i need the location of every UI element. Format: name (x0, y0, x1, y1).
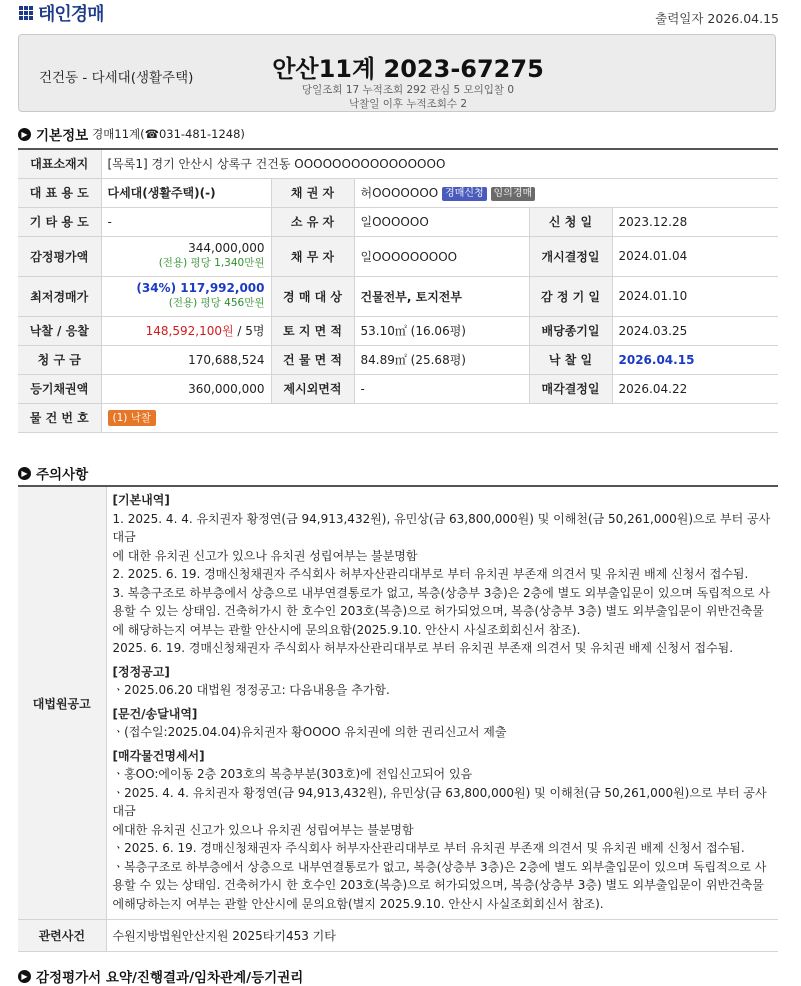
summary-heading (18, 966, 303, 986)
bidder-count: / 5명 (233, 324, 265, 338)
min-price-per-pyeong: (전용) 평당 456만원 (168, 297, 265, 309)
table-row (18, 920, 778, 952)
land-area-value: 53.10㎡ (16.06평) (354, 316, 529, 345)
registered-claim-label: 등기채권액 (18, 374, 101, 403)
start-decision-value: 2024.01.04 (612, 236, 778, 276)
table-row (18, 345, 778, 374)
claim-label: 청 구 금 (18, 345, 101, 374)
apply-date-label: 신 청 일 (529, 207, 612, 236)
dividend-deadline-value: 2024.03.25 (612, 316, 778, 345)
table-row (18, 276, 778, 316)
notice-section-heading: [매각물건명세서] (112, 748, 205, 763)
start-decision-label: 개시결정일 (529, 236, 612, 276)
case-header (18, 34, 776, 112)
bid-cell (101, 316, 271, 345)
sale-decision-value: 2026.04.22 (612, 374, 778, 403)
basic-info-heading (18, 124, 245, 144)
winning-bid-value: 148,592,100원 (145, 324, 234, 338)
notice-line: 용할 수 있는 상태임. 건축허가시 한 호수인 203호(복층)으로 허가되었으며, 복층(상층부 3층) 별도 외부출입문이 위반건축물 (112, 878, 764, 892)
creditor-value: 허OOOOOOO (360, 186, 439, 200)
address-value: [목록1] 경기 안산시 상록구 건건동 OOOOOOOOOOOOOOOO (101, 149, 778, 178)
bid-label: 낙찰 / 응찰 (18, 316, 101, 345)
auction-request-badge: 경매신청 (442, 187, 487, 201)
top-bar (0, 0, 801, 30)
table-row (18, 149, 778, 178)
site-logo[interactable] (19, 2, 104, 24)
excluded-area-label: 제시외면적 (271, 374, 354, 403)
logo-text: 태인경매 (38, 4, 104, 25)
notice-line: 용할 수 있는 상태임. 건축허가시 한 호수인 203호(복층)으로 허가되었으며, 복층(상층부 3층) 별도 외부출입문이 위반건축물 (112, 604, 764, 618)
logo-grid-icon (19, 6, 33, 20)
item-number-label: 물 건 번 호 (18, 403, 101, 432)
notice-line: 1. 2025. 4. 4. 유치권자 황정연(금 94,913,432원), 유민상(금 63,800,000원) 및 이해천(금 50,261,000원)으로 부터 공사대금 (112, 511, 771, 544)
notice-table (18, 485, 778, 952)
notice-title: 주의사항 (36, 467, 89, 483)
notice-line: ㆍ2025. 6. 19. 경매신청채권자 주식회사 허부자산관리대부로 부터 유치권 부존재 의견서 및 유치권 배제 신청서 접수됨. (112, 841, 745, 855)
use-value: 다세대(생활주택)(-) (101, 178, 271, 207)
table-row (18, 178, 778, 207)
case-number: 안산11계 2023-67275 (272, 55, 544, 83)
min-price-cell (101, 276, 271, 316)
table-row (18, 403, 778, 432)
building-area-value: 84.89㎡ (25.68평) (354, 345, 529, 374)
excluded-area-value: - (354, 374, 529, 403)
registered-claim-value: 360,000,000 (101, 374, 271, 403)
owner-value: 일OOOOOO (354, 207, 529, 236)
building-area-label: 건 물 면 적 (271, 345, 354, 374)
appraisal-label: 감정평가액 (18, 236, 101, 276)
sold-date-label: 낙 찰 일 (529, 345, 612, 374)
table-row (18, 207, 778, 236)
creditor-cell (354, 178, 778, 207)
debtor-value: 일OOOOOOOOO (354, 236, 529, 276)
debtor-label: 채 무 자 (271, 236, 354, 276)
notice-heading (18, 463, 88, 483)
owner-label: 소 유 자 (271, 207, 354, 236)
notice-line: ㆍ복층구조로 하부층에서 상층으로 내부연결통로가 없고, 복층(상층부 3층)은 2층에 별도 외부출입문이 있으며 독립적으로 사 (112, 859, 767, 874)
court-contact: 경매11계(☎031-481-1248) (92, 127, 245, 141)
notice-line: 에해당하는지 여부는 관할 안산시에 문의요함(별지 2025.9.10. 안산시 사실조회회신서 참조). (112, 896, 604, 911)
other-use-value: - (101, 207, 271, 236)
table-row (18, 316, 778, 345)
sold-date-value: 2026.04.15 (612, 345, 778, 374)
appraisal-cell (101, 236, 271, 276)
notice-line: 2025. 6. 19. 경매신청채권자 주식회사 허부자산관리대부로 부터 유치권 부존재 의견서 및 유치권 배제 신청서 접수됨. (112, 641, 734, 655)
notice-line: 에 대한 유치권 신고가 있으나 유치권 성립여부는 불분명함 (112, 548, 418, 563)
notice-sections (113, 487, 773, 919)
view-stats: 당일조회 17 누적조회 292 관심 5 모의입찰 0 (301, 84, 515, 96)
notice-section-heading: [기본내역] (112, 493, 170, 507)
table-row (18, 374, 778, 403)
min-price-label: 최저경매가 (18, 276, 101, 316)
appraisal-value: 344,000,000 (188, 241, 265, 255)
chevron-right-circle-icon: ▶ (18, 467, 31, 480)
item-status-badge[interactable]: (1) 낙찰 (108, 410, 157, 426)
related-case-label: 관련사건 (18, 920, 106, 952)
basic-info-title: 기본정보 (36, 128, 89, 144)
other-use-label: 기 타 용 도 (18, 207, 101, 236)
auction-type-badge: 임의경매 (491, 187, 536, 201)
appraisal-date-label: 감 정 기 일 (529, 276, 612, 316)
notice-line: ㆍ2025.06.20 대법원 정정공고: 다음내용을 추가함. (112, 683, 390, 697)
address-label: 대표소재지 (18, 149, 101, 178)
property-description: 건건동 - 다세대(생활주택) (39, 70, 194, 86)
notice-section-heading: [정정공고] (112, 664, 170, 679)
table-row (18, 236, 778, 276)
land-area-label: 토 지 면 적 (271, 316, 354, 345)
post-sale-view-count: 낙찰일 이후 누적조회수 2 (348, 98, 468, 110)
notice-line: 에대한 유치권 신고가 있으나 유치권 성립여부는 불분명함 (112, 822, 414, 837)
appraisal-date-value: 2024.01.10 (612, 276, 778, 316)
target-value: 건물전부, 토지전부 (354, 276, 529, 316)
summary-title: 감정평가서 요약/진행결과/임차관계/등기권리 (36, 970, 304, 986)
chevron-right-circle-icon: ▶ (18, 128, 31, 141)
target-label: 경 매 대 상 (271, 276, 354, 316)
use-label: 대 표 용 도 (18, 178, 101, 207)
table-row (18, 486, 778, 920)
apply-date-value: 2023.12.28 (612, 207, 778, 236)
print-date: 출력일자 2026.04.15 (655, 11, 779, 26)
min-price-value: (34%) 117,992,000 (136, 281, 265, 295)
court-notice-body (106, 486, 778, 920)
item-number-cell (101, 403, 778, 432)
creditor-label: 채 권 자 (271, 178, 354, 207)
notice-line: ㆍ2025. 4. 4. 유치권자 황정연(금 94,913,432원), 유민상(금 63,800,000원) 및 이해천(금 50,261,000원)으로 부터 공사대금 (112, 785, 767, 818)
claim-value: 170,688,524 (101, 345, 271, 374)
related-case-value: 수원지방법원안산지원 2025타기453 기타 (106, 920, 778, 952)
chevron-right-circle-icon: ▶ (18, 970, 31, 983)
sale-decision-label: 매각결정일 (529, 374, 612, 403)
notice-section-heading: [문건/송달내역] (112, 706, 198, 721)
appraisal-per-pyeong: (전용) 평당 1,340만원 (158, 257, 265, 269)
notice-line: 에 해당하는지 여부는 관할 안산시에 문의요함(2025.9.10. 안산시 사실조회회신서 참조). (112, 622, 581, 637)
dividend-deadline-label: 배당종기일 (529, 316, 612, 345)
notice-line: ㆍ(접수일:2025.04.04)유치권자 황OOOO 유치권에 의한 권리신고서 제출 (112, 725, 507, 739)
court-notice-label: 대법원공고 (18, 486, 106, 920)
notice-line: 2. 2025. 6. 19. 경매신청채권자 주식회사 허부자산관리대부로 부터 유치권 부존재 의견서 및 유치권 배제 신청서 접수됨. (112, 567, 749, 581)
notice-line: 3. 복층구조로 하부층에서 상층으로 내부연결통로가 없고, 복층(상층부 3층)은 2층에 별도 외부출입문이 있으며 독립적으로 사 (112, 585, 770, 600)
notice-line: ㆍ홍OO:에이동 2층 203호의 복층부분(303호)에 전입신고되어 있음 (112, 767, 473, 781)
basic-info-table (18, 148, 778, 433)
